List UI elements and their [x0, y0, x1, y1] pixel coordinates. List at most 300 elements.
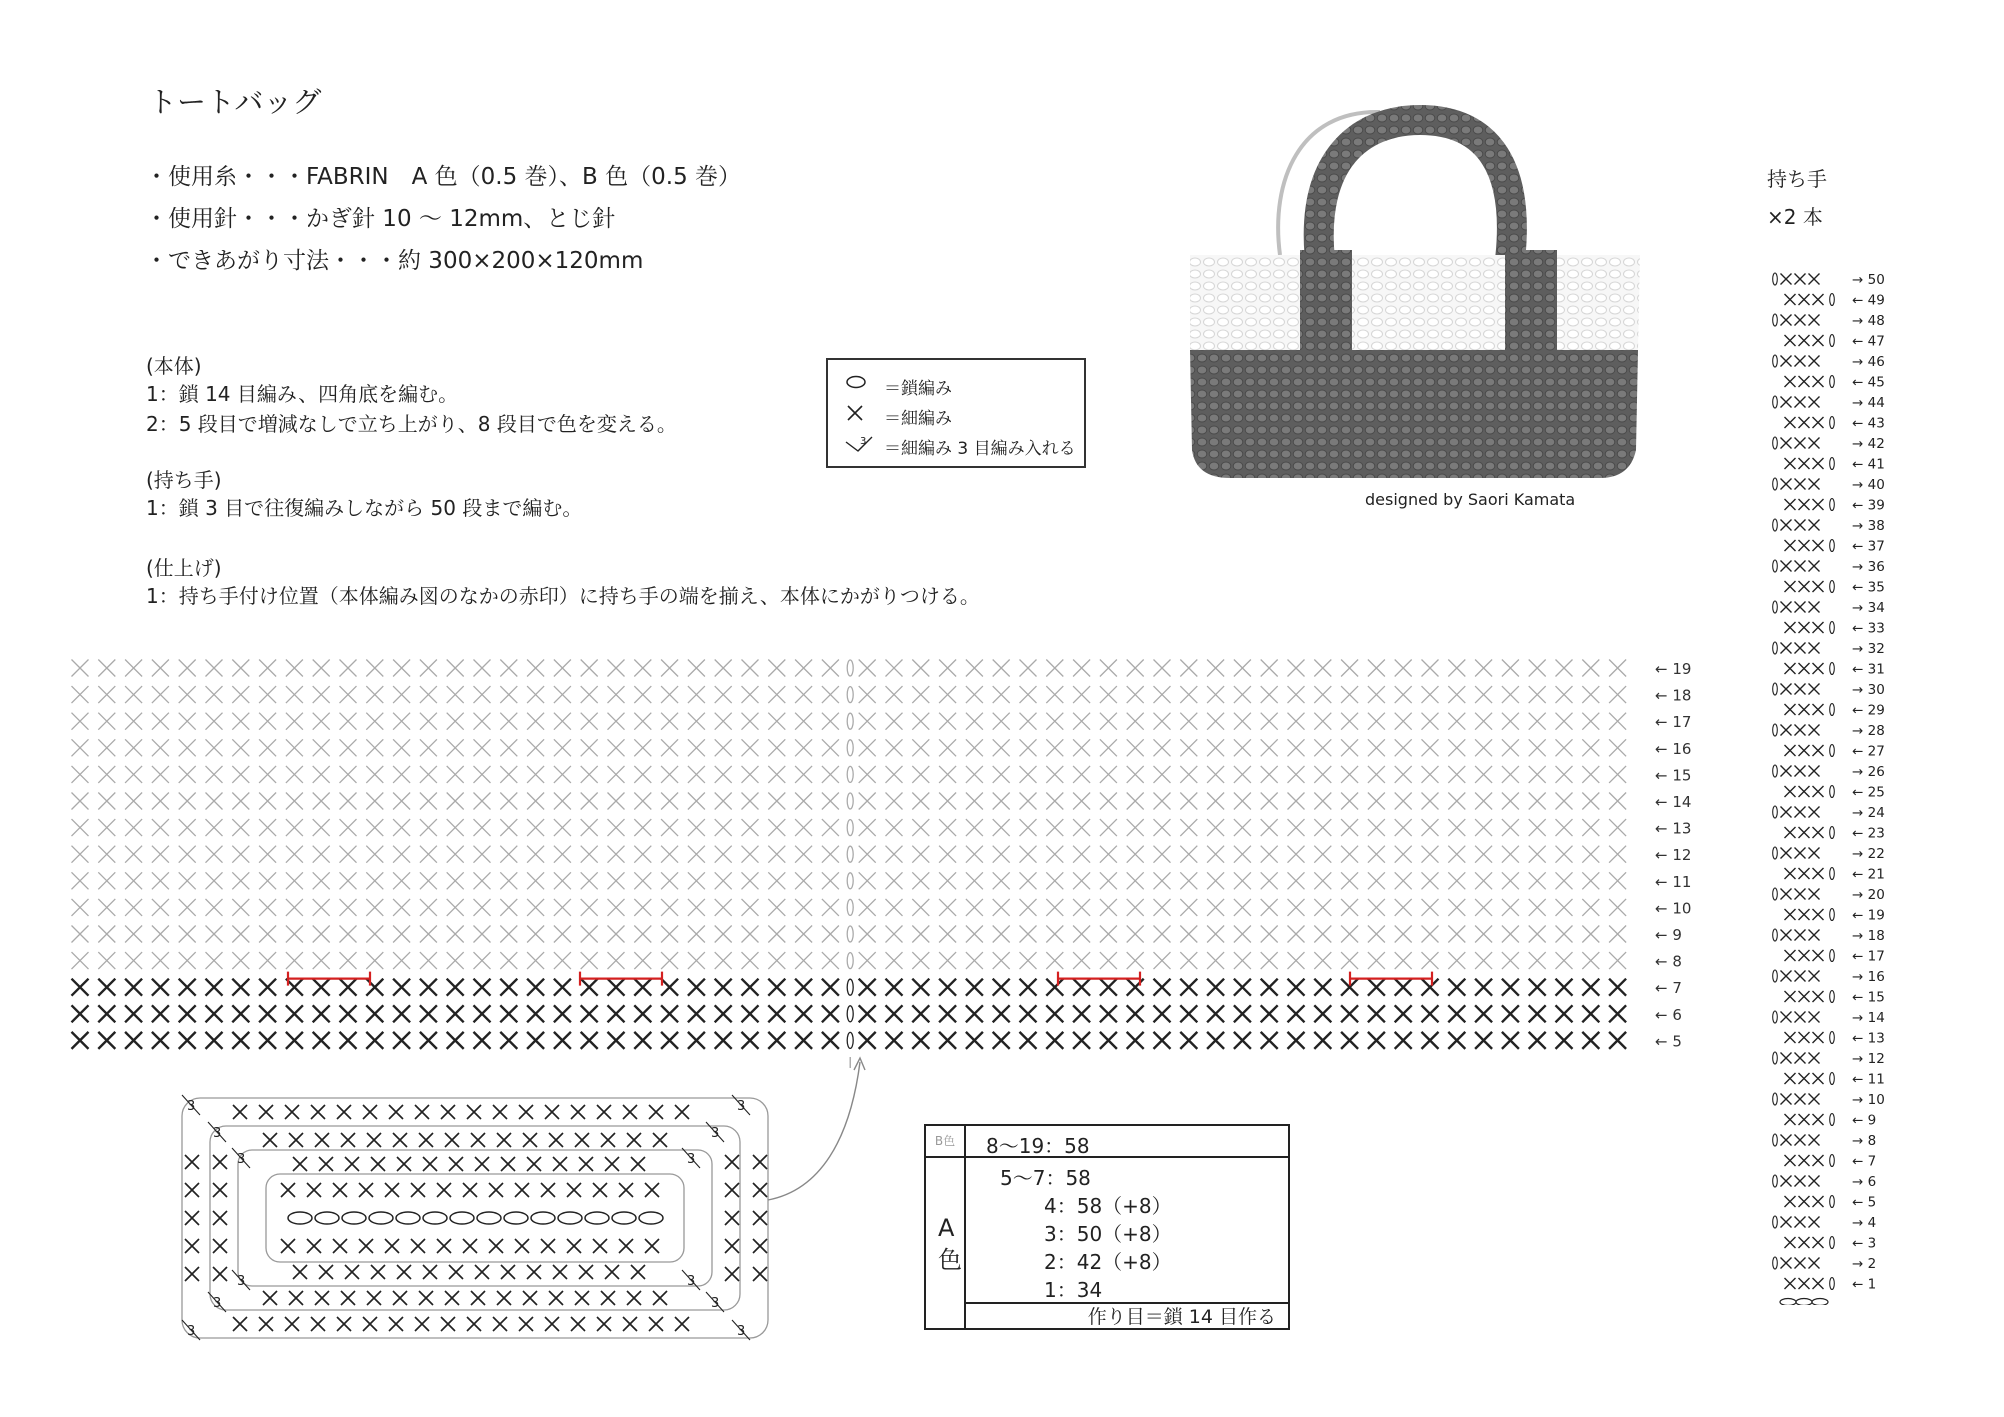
single-crochet-mark [768, 899, 785, 916]
single-crochet-mark [437, 1183, 451, 1197]
single-crochet-mark [742, 979, 759, 996]
single-crochet-mark [581, 846, 598, 863]
single-crochet-mark [1795, 1053, 1806, 1064]
single-crochet-mark [420, 819, 437, 836]
single-crochet-mark [1368, 1032, 1385, 1049]
single-crochet-mark [1609, 660, 1626, 677]
single-crochet-mark [939, 739, 956, 756]
symbol-legend [826, 358, 1086, 468]
spec-yarn: ・使用糸・・・FABRIN A 色（0.5 巻）、B 色（0.5 巻） [145, 164, 742, 190]
single-crochet-mark [206, 952, 223, 969]
single-crochet-mark [1422, 660, 1439, 677]
single-crochet-mark [179, 1005, 196, 1022]
single-crochet-mark [1422, 846, 1439, 863]
single-crochet-mark [315, 1133, 329, 1147]
single-crochet-mark [822, 793, 839, 810]
single-crochet-mark [185, 1211, 199, 1225]
single-crochet-mark [285, 1105, 299, 1119]
single-crochet-mark [152, 793, 169, 810]
single-crochet-mark [1020, 979, 1037, 996]
single-crochet-mark [1154, 952, 1171, 969]
single-crochet-mark [319, 1157, 333, 1171]
chain-stitch-mark [1830, 909, 1835, 921]
single-crochet-mark [1799, 868, 1810, 879]
single-crochet-mark [340, 1005, 357, 1022]
single-crochet-mark [1341, 899, 1358, 916]
single-crochet-mark [768, 979, 785, 996]
count-row-5-7: 5～7：58 [1000, 1166, 1091, 1190]
single-crochet-mark [1813, 294, 1824, 305]
single-crochet-mark [500, 713, 517, 730]
chain-stitch-mark [1830, 827, 1835, 839]
single-crochet-mark [474, 766, 491, 783]
single-crochet-mark [500, 899, 517, 916]
single-crochet-mark [1556, 872, 1573, 889]
single-crochet-mark [527, 952, 544, 969]
single-crochet-mark [608, 660, 625, 677]
chain-stitch-mark [1830, 1196, 1835, 1208]
single-crochet-mark [912, 739, 929, 756]
single-crochet-mark [715, 739, 732, 756]
row-label: ← 8 [1655, 952, 1682, 971]
single-crochet-mark [232, 660, 249, 677]
single-crochet-mark [98, 926, 115, 943]
single-crochet-mark [1341, 766, 1358, 783]
single-crochet-mark [886, 1005, 903, 1022]
single-crochet-mark [1180, 899, 1197, 916]
single-crochet-mark [939, 793, 956, 810]
single-crochet-mark [179, 899, 196, 916]
single-crochet-mark [420, 846, 437, 863]
count-table-footer: 作り目＝鎖 14 目作る [966, 1302, 1288, 1330]
single-crochet-mark [1422, 926, 1439, 943]
single-crochet-mark [500, 793, 517, 810]
single-crochet-mark [1809, 889, 1820, 900]
single-crochet-mark [1795, 1135, 1806, 1146]
single-crochet-mark [1809, 1053, 1820, 1064]
single-crochet-mark [1799, 745, 1810, 756]
single-crochet-mark [608, 819, 625, 836]
chain-stitch-mark [847, 660, 853, 676]
single-crochet-mark [725, 1211, 739, 1225]
single-crochet-mark [631, 1265, 645, 1279]
single-crochet-mark [340, 660, 357, 677]
single-crochet-mark [341, 1291, 355, 1305]
single-crochet-mark [98, 739, 115, 756]
single-crochet-mark [688, 926, 705, 943]
single-crochet-mark [1314, 660, 1331, 677]
single-crochet-mark [1781, 1258, 1792, 1269]
single-crochet-mark [1046, 766, 1063, 783]
single-crochet-mark [567, 1183, 581, 1197]
single-crochet-mark [581, 660, 598, 677]
single-crochet-mark [420, 766, 437, 783]
single-crochet-mark [1795, 602, 1806, 613]
single-crochet-mark [912, 766, 929, 783]
single-crochet-mark [125, 1032, 142, 1049]
single-crochet-mark [232, 739, 249, 756]
chain-stitch-mark [1773, 396, 1778, 408]
handle-row-label: ← 45 [1852, 374, 1885, 391]
single-crochet-mark [1314, 766, 1331, 783]
single-crochet-mark [1368, 660, 1385, 677]
handle-row-label: ← 35 [1852, 579, 1885, 596]
single-crochet-mark [1422, 713, 1439, 730]
chain-stitch-mark [1773, 683, 1778, 695]
handle-row-label: ← 5 [1852, 1194, 1877, 1211]
single-crochet-mark [366, 819, 383, 836]
single-crochet-mark [1809, 1217, 1820, 1228]
single-crochet-mark [1234, 1032, 1251, 1049]
single-crochet-mark [554, 660, 571, 677]
single-crochet-mark [232, 713, 249, 730]
single-crochet-mark [608, 979, 625, 996]
single-crochet-mark [1046, 686, 1063, 703]
single-crochet-mark [822, 979, 839, 996]
single-crochet-mark [1529, 793, 1546, 810]
single-crochet-mark [1582, 872, 1599, 889]
section-body-heading: (本体) [146, 354, 202, 378]
chain-stitch-mark [315, 1212, 339, 1224]
single-crochet-mark [1582, 713, 1599, 730]
single-crochet-mark [1234, 660, 1251, 677]
single-crochet-mark [206, 979, 223, 996]
single-crochet-mark [1288, 872, 1305, 889]
single-crochet-mark [886, 766, 903, 783]
single-crochet-mark [259, 872, 276, 889]
single-crochet-mark [213, 1267, 227, 1281]
single-crochet-mark [1813, 1196, 1824, 1207]
single-crochet-mark [1288, 793, 1305, 810]
single-crochet-mark [1813, 1032, 1824, 1043]
single-crochet-mark [523, 1291, 537, 1305]
single-crochet-mark [1046, 926, 1063, 943]
single-crochet-mark [1556, 660, 1573, 677]
single-crochet-mark [1100, 660, 1117, 677]
single-crochet-mark [527, 793, 544, 810]
single-crochet-mark [98, 979, 115, 996]
single-crochet-mark [1609, 793, 1626, 810]
handle-row-label: ← 39 [1852, 497, 1885, 514]
single-crochet-mark [1609, 872, 1626, 889]
single-crochet-mark [554, 899, 571, 916]
single-crochet-mark [311, 1317, 325, 1331]
single-crochet-mark [1809, 930, 1820, 941]
single-crochet-mark [1154, 1032, 1171, 1049]
single-crochet-mark [463, 1183, 477, 1197]
single-crochet-mark [966, 872, 983, 889]
single-crochet-mark [966, 686, 983, 703]
chain-stitch-mark [1773, 1052, 1778, 1064]
single-crochet-mark [608, 793, 625, 810]
single-crochet-mark [1180, 1005, 1197, 1022]
single-crochet-mark [415, 1317, 429, 1331]
single-crochet-mark [1261, 1032, 1278, 1049]
single-crochet-mark [1422, 872, 1439, 889]
single-crochet-mark [333, 1183, 347, 1197]
chain-stitch-mark [1773, 478, 1778, 490]
single-crochet-mark [474, 793, 491, 810]
single-crochet-mark [1799, 950, 1810, 961]
chain-stitch-mark [558, 1212, 582, 1224]
single-crochet-mark [393, 793, 410, 810]
single-crochet-mark [1154, 819, 1171, 836]
single-crochet-mark [340, 793, 357, 810]
single-crochet-mark [1502, 952, 1519, 969]
single-crochet-mark [966, 926, 983, 943]
chain-stitch-mark [1773, 970, 1778, 982]
single-crochet-mark [441, 1105, 455, 1119]
single-crochet-mark [581, 793, 598, 810]
single-crochet-mark [1799, 704, 1810, 715]
single-crochet-mark [966, 660, 983, 677]
handle-row-label: ← 29 [1852, 702, 1885, 719]
handle-stitch-chart [1770, 265, 1910, 1305]
single-crochet-mark [366, 660, 383, 677]
single-crochet-mark [289, 1291, 303, 1305]
single-crochet-mark [232, 686, 249, 703]
single-crochet-mark [742, 713, 759, 730]
single-crochet-mark [420, 713, 437, 730]
handle-position-marker [1350, 972, 1432, 986]
single-crochet-mark [1020, 660, 1037, 677]
single-crochet-mark [912, 846, 929, 863]
handle-row-label: → 20 [1852, 887, 1885, 903]
single-crochet-mark [1799, 499, 1810, 510]
single-crochet-mark [742, 686, 759, 703]
single-crochet-mark [688, 979, 705, 996]
single-crochet-mark [1020, 739, 1037, 756]
single-crochet-mark [281, 1239, 295, 1253]
single-crochet-mark [1809, 1135, 1820, 1146]
single-crochet-mark [993, 1005, 1010, 1022]
single-crochet-mark [393, 1005, 410, 1022]
single-crochet-mark [1781, 1053, 1792, 1064]
single-crochet-mark [1422, 819, 1439, 836]
single-crochet-mark [571, 1317, 585, 1331]
single-crochet-mark [634, 686, 651, 703]
single-crochet-mark [966, 793, 983, 810]
single-crochet-mark [1314, 819, 1331, 836]
single-crochet-mark [1368, 819, 1385, 836]
single-crochet-mark [1395, 899, 1412, 916]
single-crochet-mark [152, 686, 169, 703]
single-crochet-mark [1020, 713, 1037, 730]
single-crochet-mark [1073, 979, 1090, 996]
single-crochet-mark [1127, 979, 1144, 996]
single-crochet-mark [675, 1317, 689, 1331]
single-crochet-mark [1799, 417, 1810, 428]
single-crochet-mark [340, 952, 357, 969]
single-crochet-mark [634, 739, 651, 756]
single-crochet-mark [715, 660, 732, 677]
single-crochet-mark [286, 686, 303, 703]
chain-stitch-mark [1773, 519, 1778, 531]
single-crochet-mark [393, 846, 410, 863]
single-crochet-mark [1781, 766, 1792, 777]
handle-row-label: → 50 [1852, 272, 1885, 288]
single-crochet-mark [795, 952, 812, 969]
single-crochet-mark [1234, 846, 1251, 863]
single-crochet-mark [1813, 868, 1824, 879]
single-crochet-mark [98, 1032, 115, 1049]
single-crochet-mark [1207, 846, 1224, 863]
single-crochet-mark [500, 660, 517, 677]
single-crochet-mark [608, 899, 625, 916]
chain-stitch-mark [847, 1006, 853, 1022]
single-crochet-mark [1609, 926, 1626, 943]
single-crochet-mark [634, 899, 651, 916]
single-crochet-mark [688, 1005, 705, 1022]
single-crochet-mark [475, 1157, 489, 1171]
single-crochet-mark [474, 872, 491, 889]
single-crochet-mark [72, 979, 89, 996]
single-crochet-mark [474, 979, 491, 996]
single-crochet-mark [1785, 868, 1796, 879]
single-crochet-mark [1556, 979, 1573, 996]
single-crochet-mark [367, 1133, 381, 1147]
single-crochet-mark [554, 926, 571, 943]
single-crochet-mark [1395, 660, 1412, 677]
single-crochet-mark [545, 1105, 559, 1119]
single-crochet-mark [1341, 660, 1358, 677]
single-crochet-mark [768, 739, 785, 756]
single-crochet-mark [1781, 274, 1792, 285]
single-crochet-mark [366, 926, 383, 943]
single-crochet-mark [72, 713, 89, 730]
single-crochet-mark [1288, 926, 1305, 943]
single-crochet-mark [1100, 766, 1117, 783]
single-crochet-mark [768, 819, 785, 836]
single-crochet-mark [1556, 713, 1573, 730]
chain-stitch-mark [1830, 1114, 1835, 1126]
single-crochet-mark [661, 1005, 678, 1022]
single-crochet-mark [1234, 819, 1251, 836]
chain-stitch-mark [847, 846, 853, 862]
single-crochet-mark [1475, 793, 1492, 810]
single-crochet-mark [1207, 793, 1224, 810]
single-crochet-mark [1341, 739, 1358, 756]
single-crochet-mark [1073, 872, 1090, 889]
single-crochet-mark [1448, 766, 1465, 783]
single-crochet-mark [206, 713, 223, 730]
single-crochet-mark [1809, 848, 1820, 859]
single-crochet-mark [152, 872, 169, 889]
chain-stitch-mark [1830, 745, 1835, 757]
single-crochet-mark [179, 766, 196, 783]
single-crochet-mark [1502, 926, 1519, 943]
single-crochet-mark [886, 660, 903, 677]
single-crochet-mark [1100, 979, 1117, 996]
single-crochet-mark [886, 872, 903, 889]
single-crochet-mark [859, 819, 876, 836]
single-crochet-mark [179, 739, 196, 756]
single-crochet-mark [1368, 713, 1385, 730]
single-crochet-mark [493, 1317, 507, 1331]
single-crochet-mark [1368, 1005, 1385, 1022]
single-crochet-mark [1785, 622, 1796, 633]
single-crochet-mark [653, 1133, 667, 1147]
single-crochet-mark [515, 1183, 529, 1197]
single-crochet-mark [1020, 793, 1037, 810]
single-crochet-mark [634, 819, 651, 836]
single-crochet-mark [619, 1239, 633, 1253]
single-crochet-mark [419, 1291, 433, 1305]
handle-row-label: → 32 [1852, 641, 1885, 657]
single-crochet-mark [715, 1005, 732, 1022]
section-handle-line-1: 1：鎖 3 目で往復編みしながら 50 段まで編む。 [146, 496, 583, 520]
single-crochet-mark [259, 952, 276, 969]
single-crochet-mark [393, 979, 410, 996]
single-crochet-mark [313, 872, 330, 889]
single-crochet-mark [359, 1183, 373, 1197]
single-crochet-mark [313, 819, 330, 836]
single-crochet-mark [1314, 952, 1331, 969]
single-crochet-mark [1288, 819, 1305, 836]
single-crochet-mark [725, 1239, 739, 1253]
single-crochet-mark [125, 846, 142, 863]
single-crochet-mark [912, 793, 929, 810]
single-crochet-mark [1154, 793, 1171, 810]
single-crochet-mark [1529, 819, 1546, 836]
chain-stitch-mark [477, 1212, 501, 1224]
single-crochet-mark [1073, 846, 1090, 863]
single-crochet-mark [768, 926, 785, 943]
single-crochet-mark [1341, 846, 1358, 863]
chain-stitch-mark [847, 953, 853, 969]
single-crochet-mark [966, 819, 983, 836]
single-crochet-mark [1609, 1032, 1626, 1049]
single-crochet-mark [581, 819, 598, 836]
single-crochet-mark [1795, 807, 1806, 818]
single-crochet-mark [345, 1157, 359, 1171]
single-crochet-mark [1475, 979, 1492, 996]
single-crochet-mark [939, 899, 956, 916]
single-crochet-mark [1529, 872, 1546, 889]
single-crochet-mark [688, 819, 705, 836]
single-crochet-mark [1422, 979, 1439, 996]
single-crochet-mark [939, 766, 956, 783]
single-crochet-mark [1395, 926, 1412, 943]
single-crochet-mark [519, 1317, 533, 1331]
single-crochet-mark [1180, 926, 1197, 943]
single-crochet-mark [286, 766, 303, 783]
single-crochet-mark [125, 766, 142, 783]
handle-row-label: → 28 [1852, 723, 1885, 739]
single-crochet-mark [1127, 686, 1144, 703]
chain-stitch-mark [1773, 355, 1778, 367]
single-crochet-mark [98, 686, 115, 703]
single-crochet-mark [437, 1239, 451, 1253]
single-crochet-mark [1475, 766, 1492, 783]
single-crochet-mark [742, 846, 759, 863]
single-crochet-mark [1073, 686, 1090, 703]
single-crochet-mark [1127, 819, 1144, 836]
single-crochet-mark [1073, 1005, 1090, 1022]
handle-row-label: ← 17 [1852, 948, 1885, 965]
single-crochet-mark [500, 846, 517, 863]
single-crochet-mark [1395, 793, 1412, 810]
single-crochet-mark [1395, 1005, 1412, 1022]
single-crochet-mark [1154, 739, 1171, 756]
single-crochet-mark [449, 1157, 463, 1171]
single-crochet-mark [631, 1157, 645, 1171]
chain-stitch-mark [847, 979, 853, 995]
single-crochet-mark [497, 1291, 511, 1305]
handle-row-label: → 4 [1852, 1215, 1877, 1231]
single-crochet-mark [1502, 1032, 1519, 1049]
single-crochet-mark [1180, 819, 1197, 836]
